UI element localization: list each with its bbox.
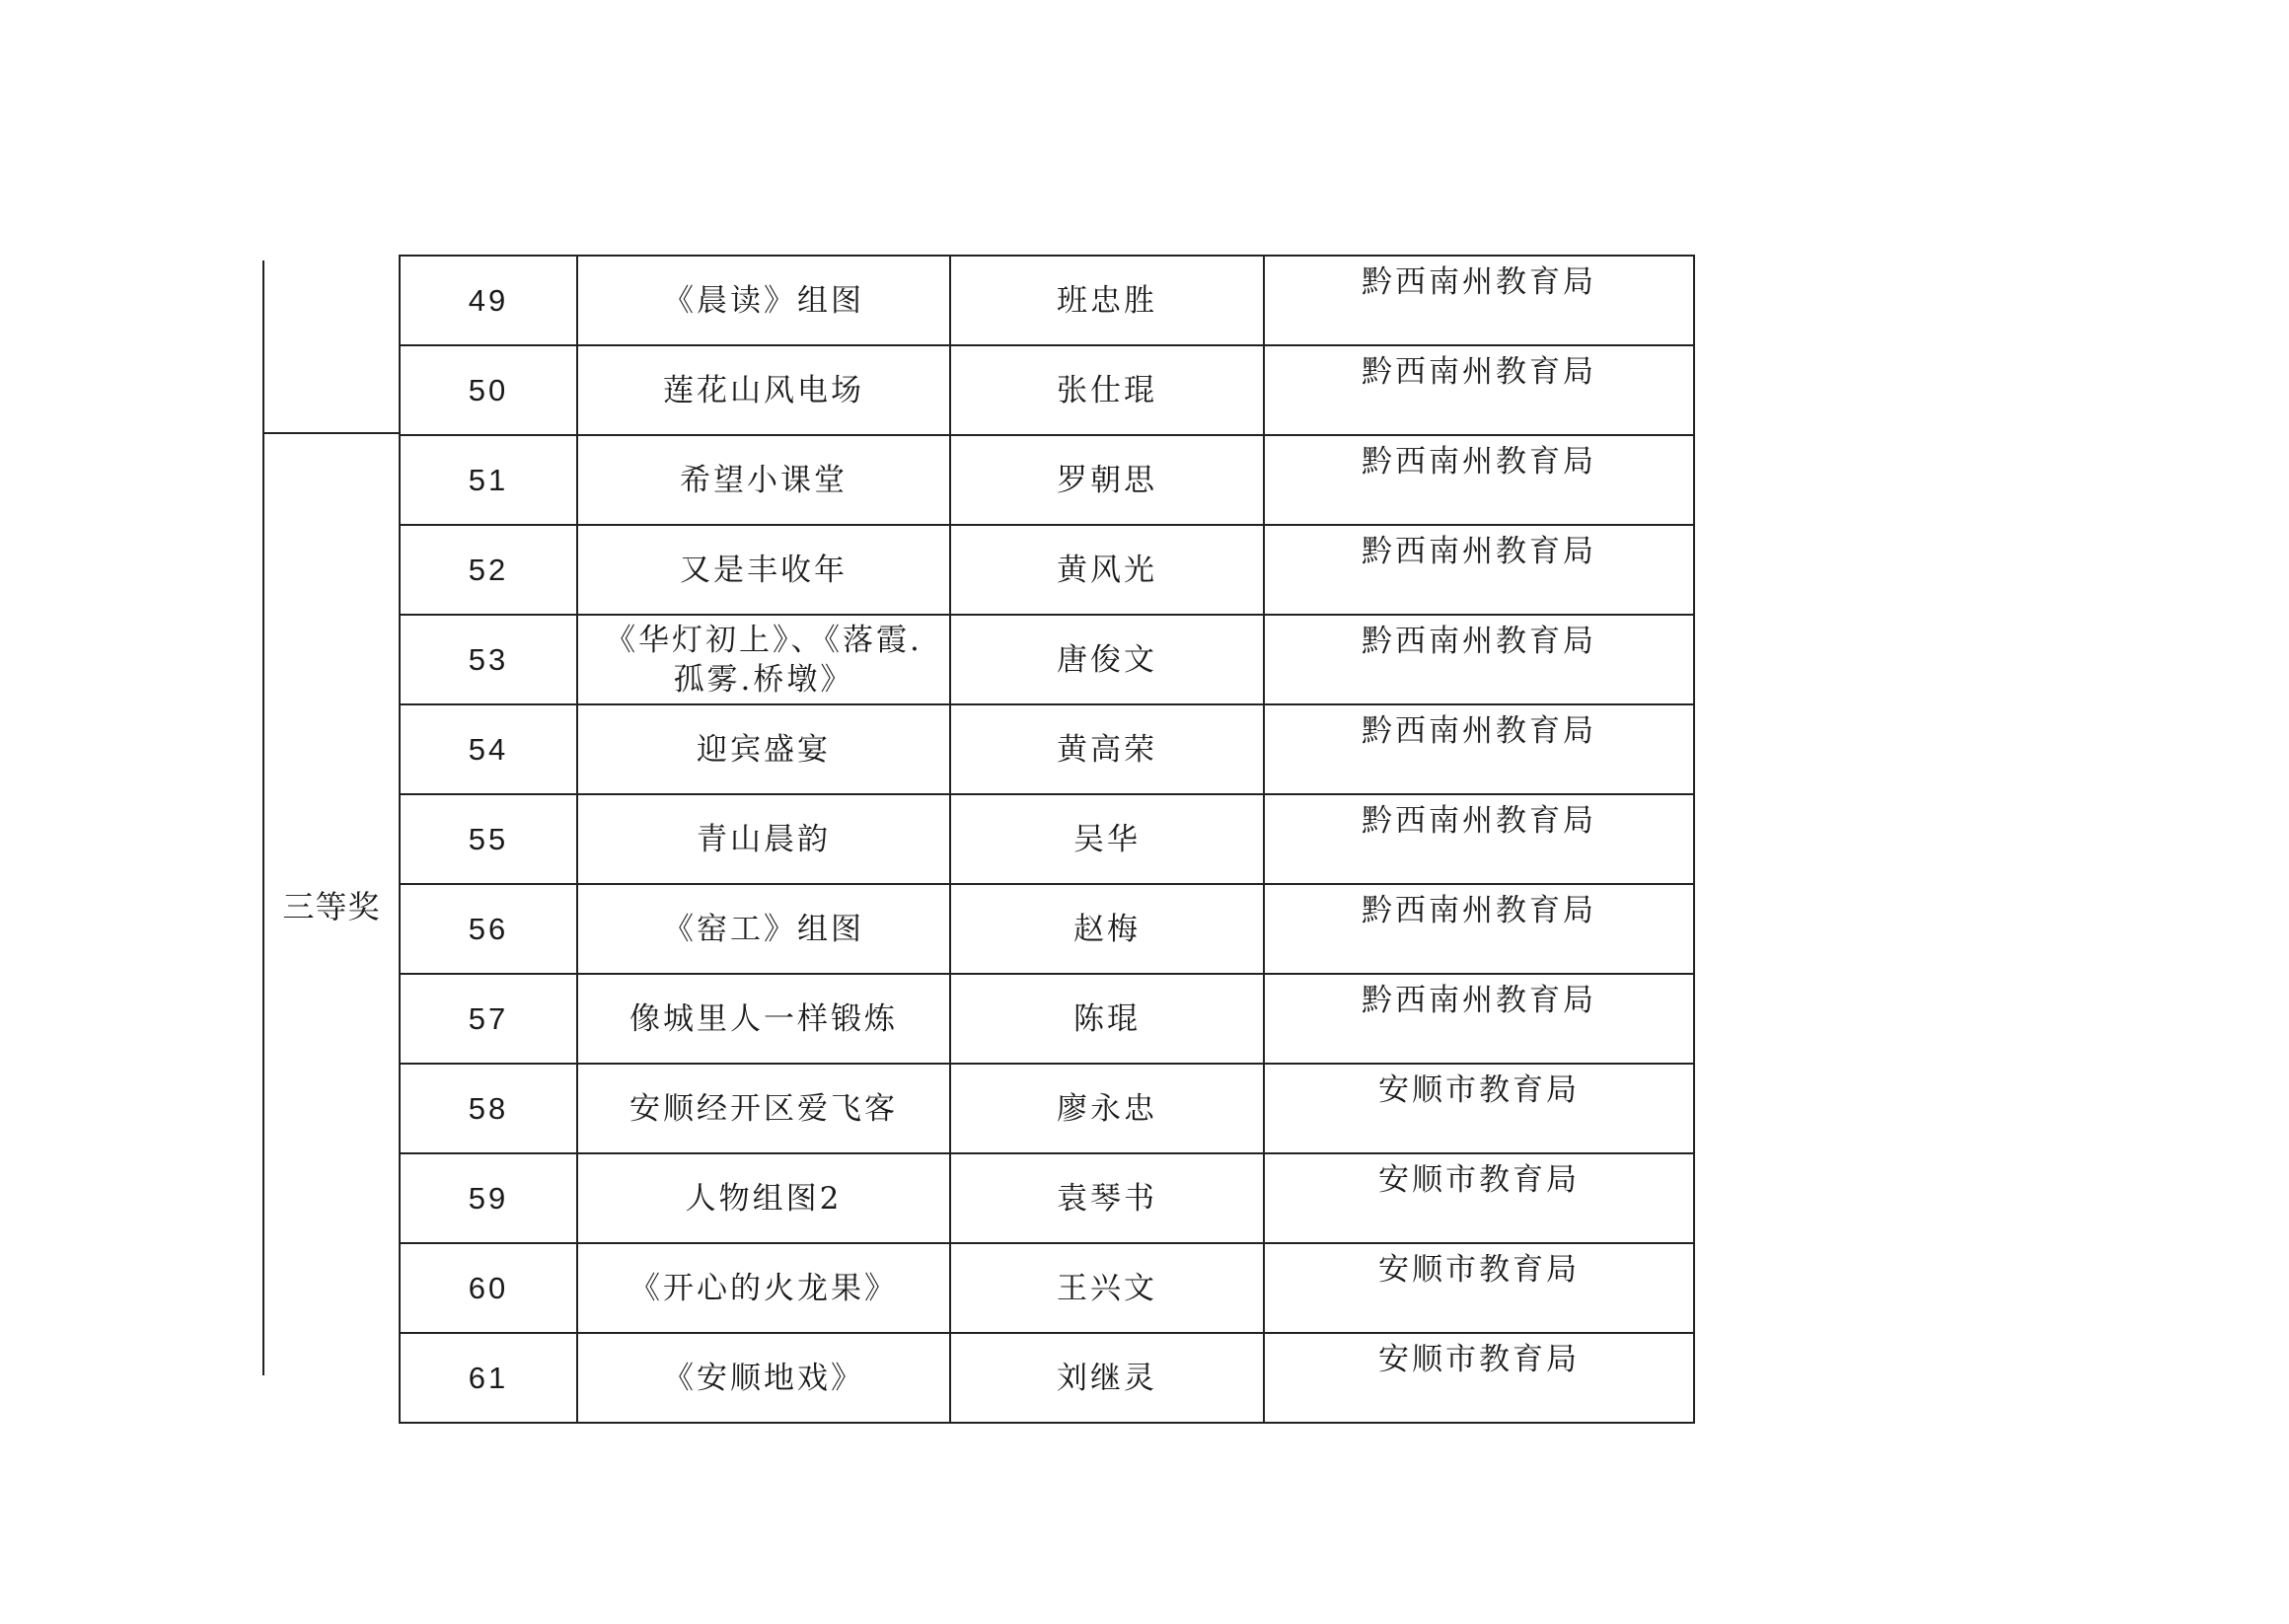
table-row (400, 256, 1694, 345)
table-row (400, 1333, 1694, 1423)
previous-award-column (262, 260, 399, 433)
unit-name: 黔西南州教育局 (1264, 974, 1694, 1064)
row-number: 49 (400, 256, 577, 345)
row-number: 54 (400, 704, 577, 794)
author-name: 黄风光 (950, 525, 1264, 615)
work-title: 安顺经开区爱飞客 (577, 1064, 950, 1153)
work-title: 像城里人一样锻炼 (577, 974, 950, 1064)
row-number: 51 (400, 435, 577, 525)
table-row (400, 884, 1694, 974)
table-row (400, 974, 1694, 1064)
table-row (400, 525, 1694, 615)
table-row (400, 1064, 1694, 1153)
work-title: 《安顺地戏》 (577, 1333, 950, 1423)
table-row (400, 345, 1694, 435)
work-title: 《窑工》组图 (577, 884, 950, 974)
table-row (400, 615, 1694, 704)
work-title: 希望小课堂 (577, 435, 950, 525)
author-name: 吴华 (950, 794, 1264, 884)
row-number: 50 (400, 345, 577, 435)
work-title: 人物组图2 (577, 1153, 950, 1243)
row-number: 58 (400, 1064, 577, 1153)
row-number: 53 (400, 615, 577, 704)
unit-name: 黔西南州教育局 (1264, 615, 1694, 704)
author-name: 黄高荣 (950, 704, 1264, 794)
award-table (399, 255, 1695, 1424)
work-title: 《晨读》组图 (577, 256, 950, 345)
work-title: 莲花山风电场 (577, 345, 950, 435)
third-prize-column (262, 432, 399, 1375)
table-row (400, 1153, 1694, 1243)
author-name: 班忠胜 (950, 256, 1264, 345)
unit-name: 黔西南州教育局 (1264, 256, 1694, 345)
unit-name: 黔西南州教育局 (1264, 704, 1694, 794)
unit-name: 安顺市教育局 (1264, 1153, 1694, 1243)
unit-name: 黔西南州教育局 (1264, 345, 1694, 435)
author-name: 袁琴书 (950, 1153, 1264, 1243)
work-title: 《开心的火龙果》 (577, 1243, 950, 1333)
row-number: 57 (400, 974, 577, 1064)
work-title: 《华灯初上》、《落霞.孤雾.桥墩》 (577, 615, 950, 704)
unit-name: 安顺市教育局 (1264, 1064, 1694, 1153)
table-row (400, 794, 1694, 884)
table-row (400, 1243, 1694, 1333)
unit-name: 黔西南州教育局 (1264, 525, 1694, 615)
row-number: 60 (400, 1243, 577, 1333)
work-title: 青山晨韵 (577, 794, 950, 884)
author-name: 赵梅 (950, 884, 1264, 974)
author-name: 刘继灵 (950, 1333, 1264, 1423)
row-number: 55 (400, 794, 577, 884)
author-name: 罗朝思 (950, 435, 1264, 525)
row-number: 61 (400, 1333, 577, 1423)
unit-name: 黔西南州教育局 (1264, 884, 1694, 974)
author-name: 陈琨 (950, 974, 1264, 1064)
author-name: 王兴文 (950, 1243, 1264, 1333)
table-row (400, 704, 1694, 794)
author-name: 廖永忠 (950, 1064, 1264, 1153)
work-title: 又是丰收年 (577, 525, 950, 615)
row-number: 56 (400, 884, 577, 974)
unit-name: 黔西南州教育局 (1264, 435, 1694, 525)
row-number: 52 (400, 525, 577, 615)
work-title: 迎宾盛宴 (577, 704, 950, 794)
author-name: 张仕琨 (950, 345, 1264, 435)
unit-name: 黔西南州教育局 (1264, 794, 1694, 884)
author-name: 唐俊文 (950, 615, 1264, 704)
table-row (400, 435, 1694, 525)
row-number: 59 (400, 1153, 577, 1243)
unit-name: 安顺市教育局 (1264, 1333, 1694, 1423)
award-section-label: 三等奖 (282, 888, 381, 925)
unit-name: 安顺市教育局 (1264, 1243, 1694, 1333)
